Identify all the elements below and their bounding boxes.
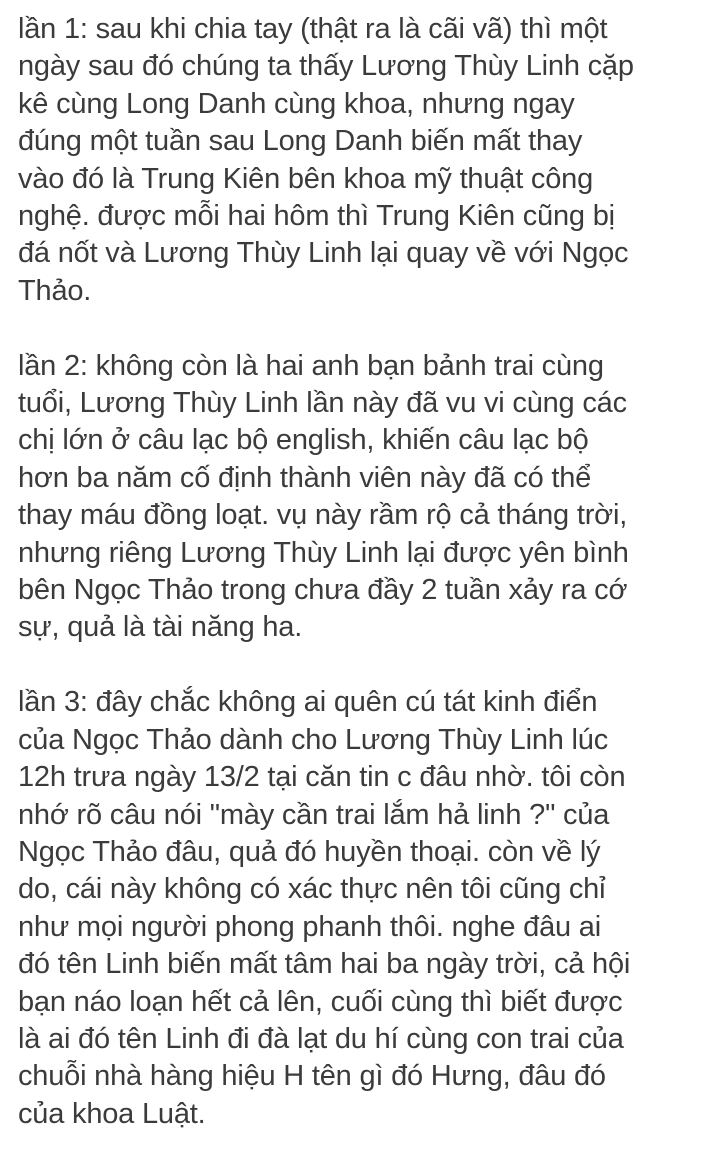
text-line: lần 2: không còn là hai anh bạn bảnh trai cùng — [18, 349, 604, 382]
text-line: đó tên Linh biến mất tâm hai ba ngày trời, cả hội — [18, 948, 631, 981]
text-line: Thảo. — [18, 274, 92, 307]
text-line: hơn ba năm cố định thành viên này đã có thể — [18, 461, 592, 494]
text-line: là ai đó tên Linh đi đà lạt du hí cùng con trai của — [18, 1022, 624, 1055]
text-line: tuổi, Lương Thùy Linh lần này đã vu vi cùng các — [18, 387, 627, 420]
paragraph-1 — [18, 11, 704, 310]
text-line: như mọi người phong phanh thôi. nghe đâu ai — [18, 910, 601, 943]
paragraph-3 — [18, 684, 704, 1133]
text-line: vào đó là Trung Kiên bên khoa mỹ thuật công — [18, 162, 594, 195]
text-line: nhớ rõ câu nói "mày cần trai lắm hả linh ?" của — [18, 798, 610, 831]
text-line: sự, quả là tài năng ha. — [18, 611, 303, 644]
text-line: đúng một tuần sau Long Danh biến mất thay — [18, 125, 583, 158]
text-line: thay máu đồng loạt. vụ này rầm rộ cả tháng trời, — [18, 499, 628, 532]
text-line: chị lớn ở câu lạc bộ english, khiến câu lạc bộ — [18, 424, 589, 457]
text-line: 12h trưa ngày 13/2 tại căn tin c đâu nhờ. tôi còn — [18, 761, 626, 794]
text-line: nghệ. được mỗi hai hôm thì Trung Kiên cũng bị — [18, 200, 615, 233]
text-line: bên Ngọc Thảo trong chưa đầy 2 tuần xảy ra cớ — [18, 574, 628, 607]
text-line: lần 1: sau khi chia tay (thật ra là cãi vã) thì một — [18, 13, 608, 45]
text-line: chuỗi nhà hàng hiệu H tên gì đó Hưng, đâu đó — [18, 1060, 606, 1093]
text-line: đá nốt và Lương Thùy Linh lại quay về với Ngọc — [18, 237, 629, 270]
text-line: của Ngọc Thảo dành cho Lương Thùy Linh lúc — [18, 723, 609, 756]
text-line: ngày sau đó chúng ta thấy Lương Thùy Linh cặp — [18, 50, 634, 83]
text-line: do, cái này không có xác thực nên tôi cũng chỉ — [18, 873, 606, 906]
text-line: kê cùng Long Danh cùng khoa, nhưng ngay — [18, 87, 575, 120]
text-line: bạn náo loạn hết cả lên, cuối cùng thì biết được — [18, 985, 623, 1018]
text-line: nhưng riêng Lương Thùy Linh lại được yên bình — [18, 536, 629, 569]
paragraph-2 — [18, 348, 704, 647]
text-line: của khoa Luật. — [18, 1097, 206, 1130]
text-line: lần 3: đây chắc không ai quên cú tát kinh điển — [18, 686, 598, 719]
text-line: Ngọc Thảo đâu, quả đó huyền thoại. còn về lý — [18, 835, 601, 868]
